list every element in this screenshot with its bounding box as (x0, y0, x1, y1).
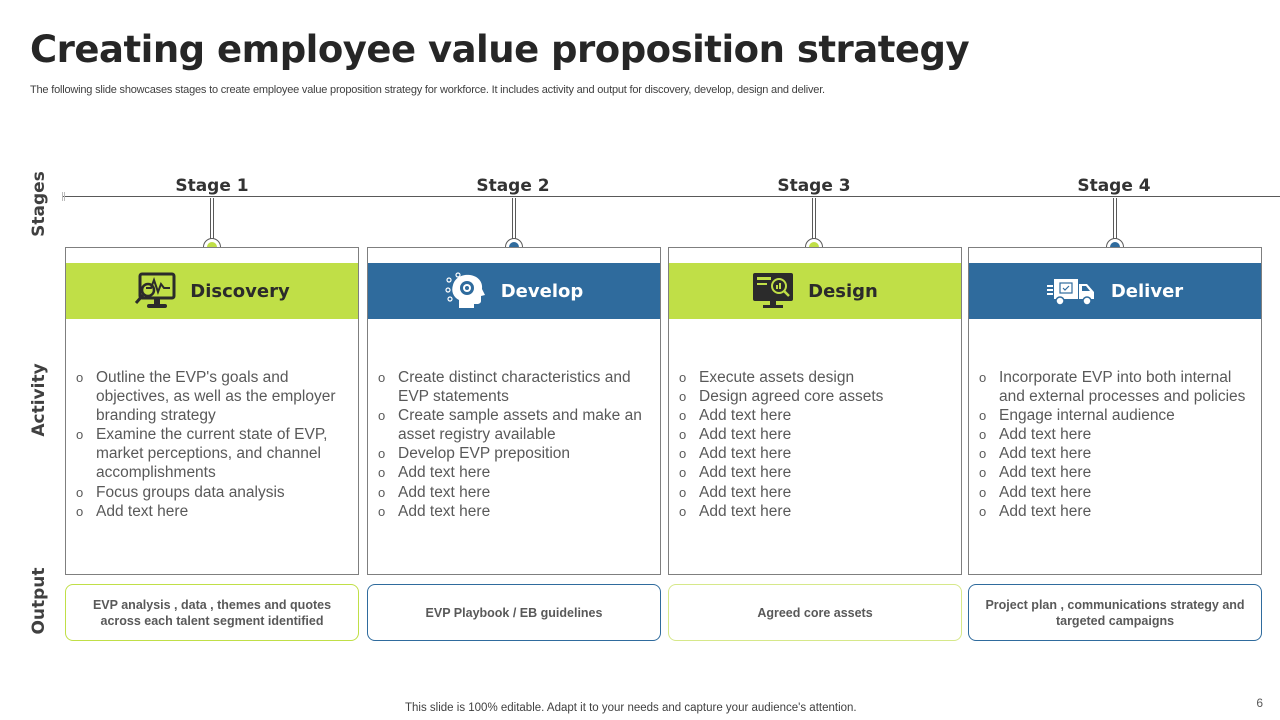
card-title: Develop (500, 280, 584, 302)
timeline-cap (62, 192, 65, 201)
footer-note: This slide is 100% editable. Adapt it to your needs and capture your audience's attention. (405, 702, 857, 714)
row-label-stages: Stages (29, 171, 49, 237)
activity-list (679, 368, 955, 521)
card-header-discovery (66, 263, 358, 319)
stage-card-deliver (968, 247, 1262, 575)
row-label-activity: Activity (29, 363, 49, 437)
activity-list (378, 368, 654, 521)
activity-item: o Add text here (378, 483, 654, 502)
stage-1-stem (210, 198, 214, 240)
card-header-develop (368, 263, 660, 319)
activity-item: o Add text here (679, 483, 955, 502)
activity-item: o Add text here (679, 406, 955, 425)
activity-item: o Add text here (378, 502, 654, 521)
activity-item: o Add text here (378, 463, 654, 482)
activity-item: o Develop EVP preposition (378, 444, 654, 463)
activity-item: o Execute assets design (679, 368, 955, 387)
card-title: Design (808, 280, 878, 302)
stage-card-discovery (65, 247, 359, 575)
activity-item: o Add text here (76, 502, 352, 521)
card-header-deliver (969, 263, 1261, 319)
activity-item: o Add text here (979, 425, 1255, 444)
output-box-discovery: EVP analysis , data , themes and quotes across each talent segment identified (65, 584, 359, 641)
activity-item: o Create distinct characteristics and EVP statements (378, 368, 654, 406)
activity-item: o Add text here (979, 502, 1255, 521)
activity-item: o Add text here (979, 444, 1255, 463)
stage-2-stem (512, 198, 516, 240)
timeline-line (62, 196, 1280, 197)
stage-2-label: Stage 2 (476, 176, 550, 196)
slide-subtitle: The following slide showcases stages to create employee value proposition strategy for workforce. It includes activity and output for discovery, develop, design and deliver. (30, 84, 825, 96)
activity-item: o Create sample assets and make an asset registry available (378, 406, 654, 444)
activity-item: o Examine the current state of EVP, market perceptions, and channel accomplishments (76, 425, 352, 482)
activity-item: o Focus groups data analysis (76, 483, 352, 502)
activity-item: o Add text here (679, 463, 955, 482)
monitor-analytics-icon (134, 272, 176, 310)
row-label-output: Output (29, 567, 49, 635)
activity-item: o Design agreed core assets (679, 387, 955, 406)
output-box-design: Agreed core assets (668, 584, 962, 641)
stage-card-develop (367, 247, 661, 575)
delivery-truck-icon (1047, 272, 1097, 310)
stage-card-design (668, 247, 962, 575)
activity-item: o Add text here (679, 425, 955, 444)
stage-3-label: Stage 3 (777, 176, 851, 196)
page-number: 6 (1256, 696, 1263, 710)
card-header-design (669, 263, 961, 319)
card-title: Discovery (190, 280, 290, 302)
activity-item: o Add text here (679, 502, 955, 521)
stage-3-stem (812, 198, 816, 240)
stage-4-label: Stage 4 (1077, 176, 1151, 196)
card-title: Deliver (1110, 280, 1184, 302)
activity-item: o Outline the EVP's goals and objectives, as well as the employer branding strategy (76, 368, 352, 425)
activity-item: o Add text here (679, 444, 955, 463)
output-box-develop: EVP Playbook / EB guidelines (367, 584, 661, 641)
activity-list (979, 368, 1255, 521)
activity-item: o Add text here (979, 483, 1255, 502)
activity-item: o Engage internal audience (979, 406, 1255, 425)
head-gear-icon (445, 272, 487, 310)
activity-item: o Add text here (979, 463, 1255, 482)
activity-list (76, 368, 352, 521)
slide-title: Creating employee value proposition strategy (30, 28, 970, 71)
monitor-search-icon (752, 272, 794, 310)
output-box-deliver: Project plan , communications strategy and targeted campaigns (968, 584, 1262, 641)
stage-4-stem (1113, 198, 1117, 240)
activity-item: o Incorporate EVP into both internal and external processes and policies (979, 368, 1255, 406)
stage-1-label: Stage 1 (175, 176, 249, 196)
